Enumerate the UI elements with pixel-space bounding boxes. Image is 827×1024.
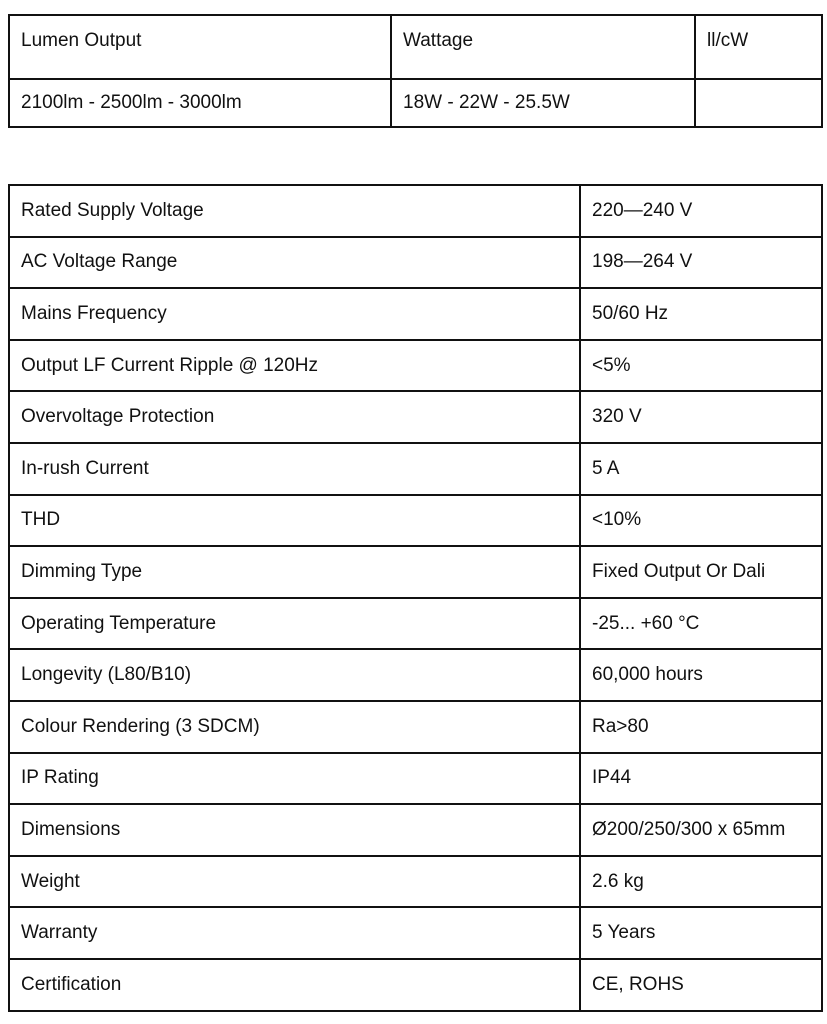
spec-row — [9, 959, 822, 1011]
spec-row — [9, 856, 822, 908]
output-table — [8, 14, 823, 128]
spec-value: <5% — [580, 340, 822, 392]
spec-label: Warranty — [9, 907, 580, 959]
spec-row — [9, 288, 822, 340]
spec-label: Weight — [9, 856, 580, 908]
spec-row — [9, 237, 822, 289]
spec-row — [9, 753, 822, 805]
spec-label: THD — [9, 495, 580, 547]
spec-label: Rated Supply Voltage — [9, 185, 580, 237]
spec-label: Longevity (L80/B10) — [9, 649, 580, 701]
spec-value: 5 Years — [580, 907, 822, 959]
output-table-header-row — [9, 15, 822, 79]
spec-value: -25... +60 °C — [580, 598, 822, 650]
spec-row — [9, 907, 822, 959]
spec-label: In-rush Current — [9, 443, 580, 495]
value-efficacy — [695, 79, 822, 127]
spec-value: Ø200/250/300 x 65mm — [580, 804, 822, 856]
spec-row — [9, 546, 822, 598]
spec-label: IP Rating — [9, 753, 580, 805]
spec-value: CE, ROHS — [580, 959, 822, 1011]
spec-label: Dimensions — [9, 804, 580, 856]
spec-value: <10% — [580, 495, 822, 547]
spec-label: Certification — [9, 959, 580, 1011]
spec-label: Overvoltage Protection — [9, 391, 580, 443]
header-wattage: Wattage — [391, 15, 695, 79]
spec-value: 198—264 V — [580, 237, 822, 289]
value-wattage: 18W - 22W - 25.5W — [391, 79, 695, 127]
spec-label: Colour Rendering (3 SDCM) — [9, 701, 580, 753]
spec-row — [9, 495, 822, 547]
spec-value: Fixed Output Or Dali — [580, 546, 822, 598]
spec-label: Output LF Current Ripple @ 120Hz — [9, 340, 580, 392]
spec-row — [9, 649, 822, 701]
spec-value: IP44 — [580, 753, 822, 805]
value-lumen-output: 2100lm - 2500lm - 3000lm — [9, 79, 391, 127]
spec-row — [9, 391, 822, 443]
spec-value: 50/60 Hz — [580, 288, 822, 340]
specification-table — [8, 184, 823, 1012]
header-efficacy: ll/cW — [695, 15, 822, 79]
spec-row — [9, 701, 822, 753]
spec-value: 5 A — [580, 443, 822, 495]
spec-label: Operating Temperature — [9, 598, 580, 650]
spec-value: 2.6 kg — [580, 856, 822, 908]
spec-label: Mains Frequency — [9, 288, 580, 340]
spec-row — [9, 443, 822, 495]
spec-label: Dimming Type — [9, 546, 580, 598]
output-table-value-row — [9, 79, 822, 127]
spec-row — [9, 340, 822, 392]
spec-row — [9, 185, 822, 237]
spec-value: 220—240 V — [580, 185, 822, 237]
spec-value: Ra>80 — [580, 701, 822, 753]
spec-row — [9, 804, 822, 856]
spec-row — [9, 598, 822, 650]
spec-value: 320 V — [580, 391, 822, 443]
spec-value: 60,000 hours — [580, 649, 822, 701]
header-lumen-output: Lumen Output — [9, 15, 391, 79]
spec-label: AC Voltage Range — [9, 237, 580, 289]
